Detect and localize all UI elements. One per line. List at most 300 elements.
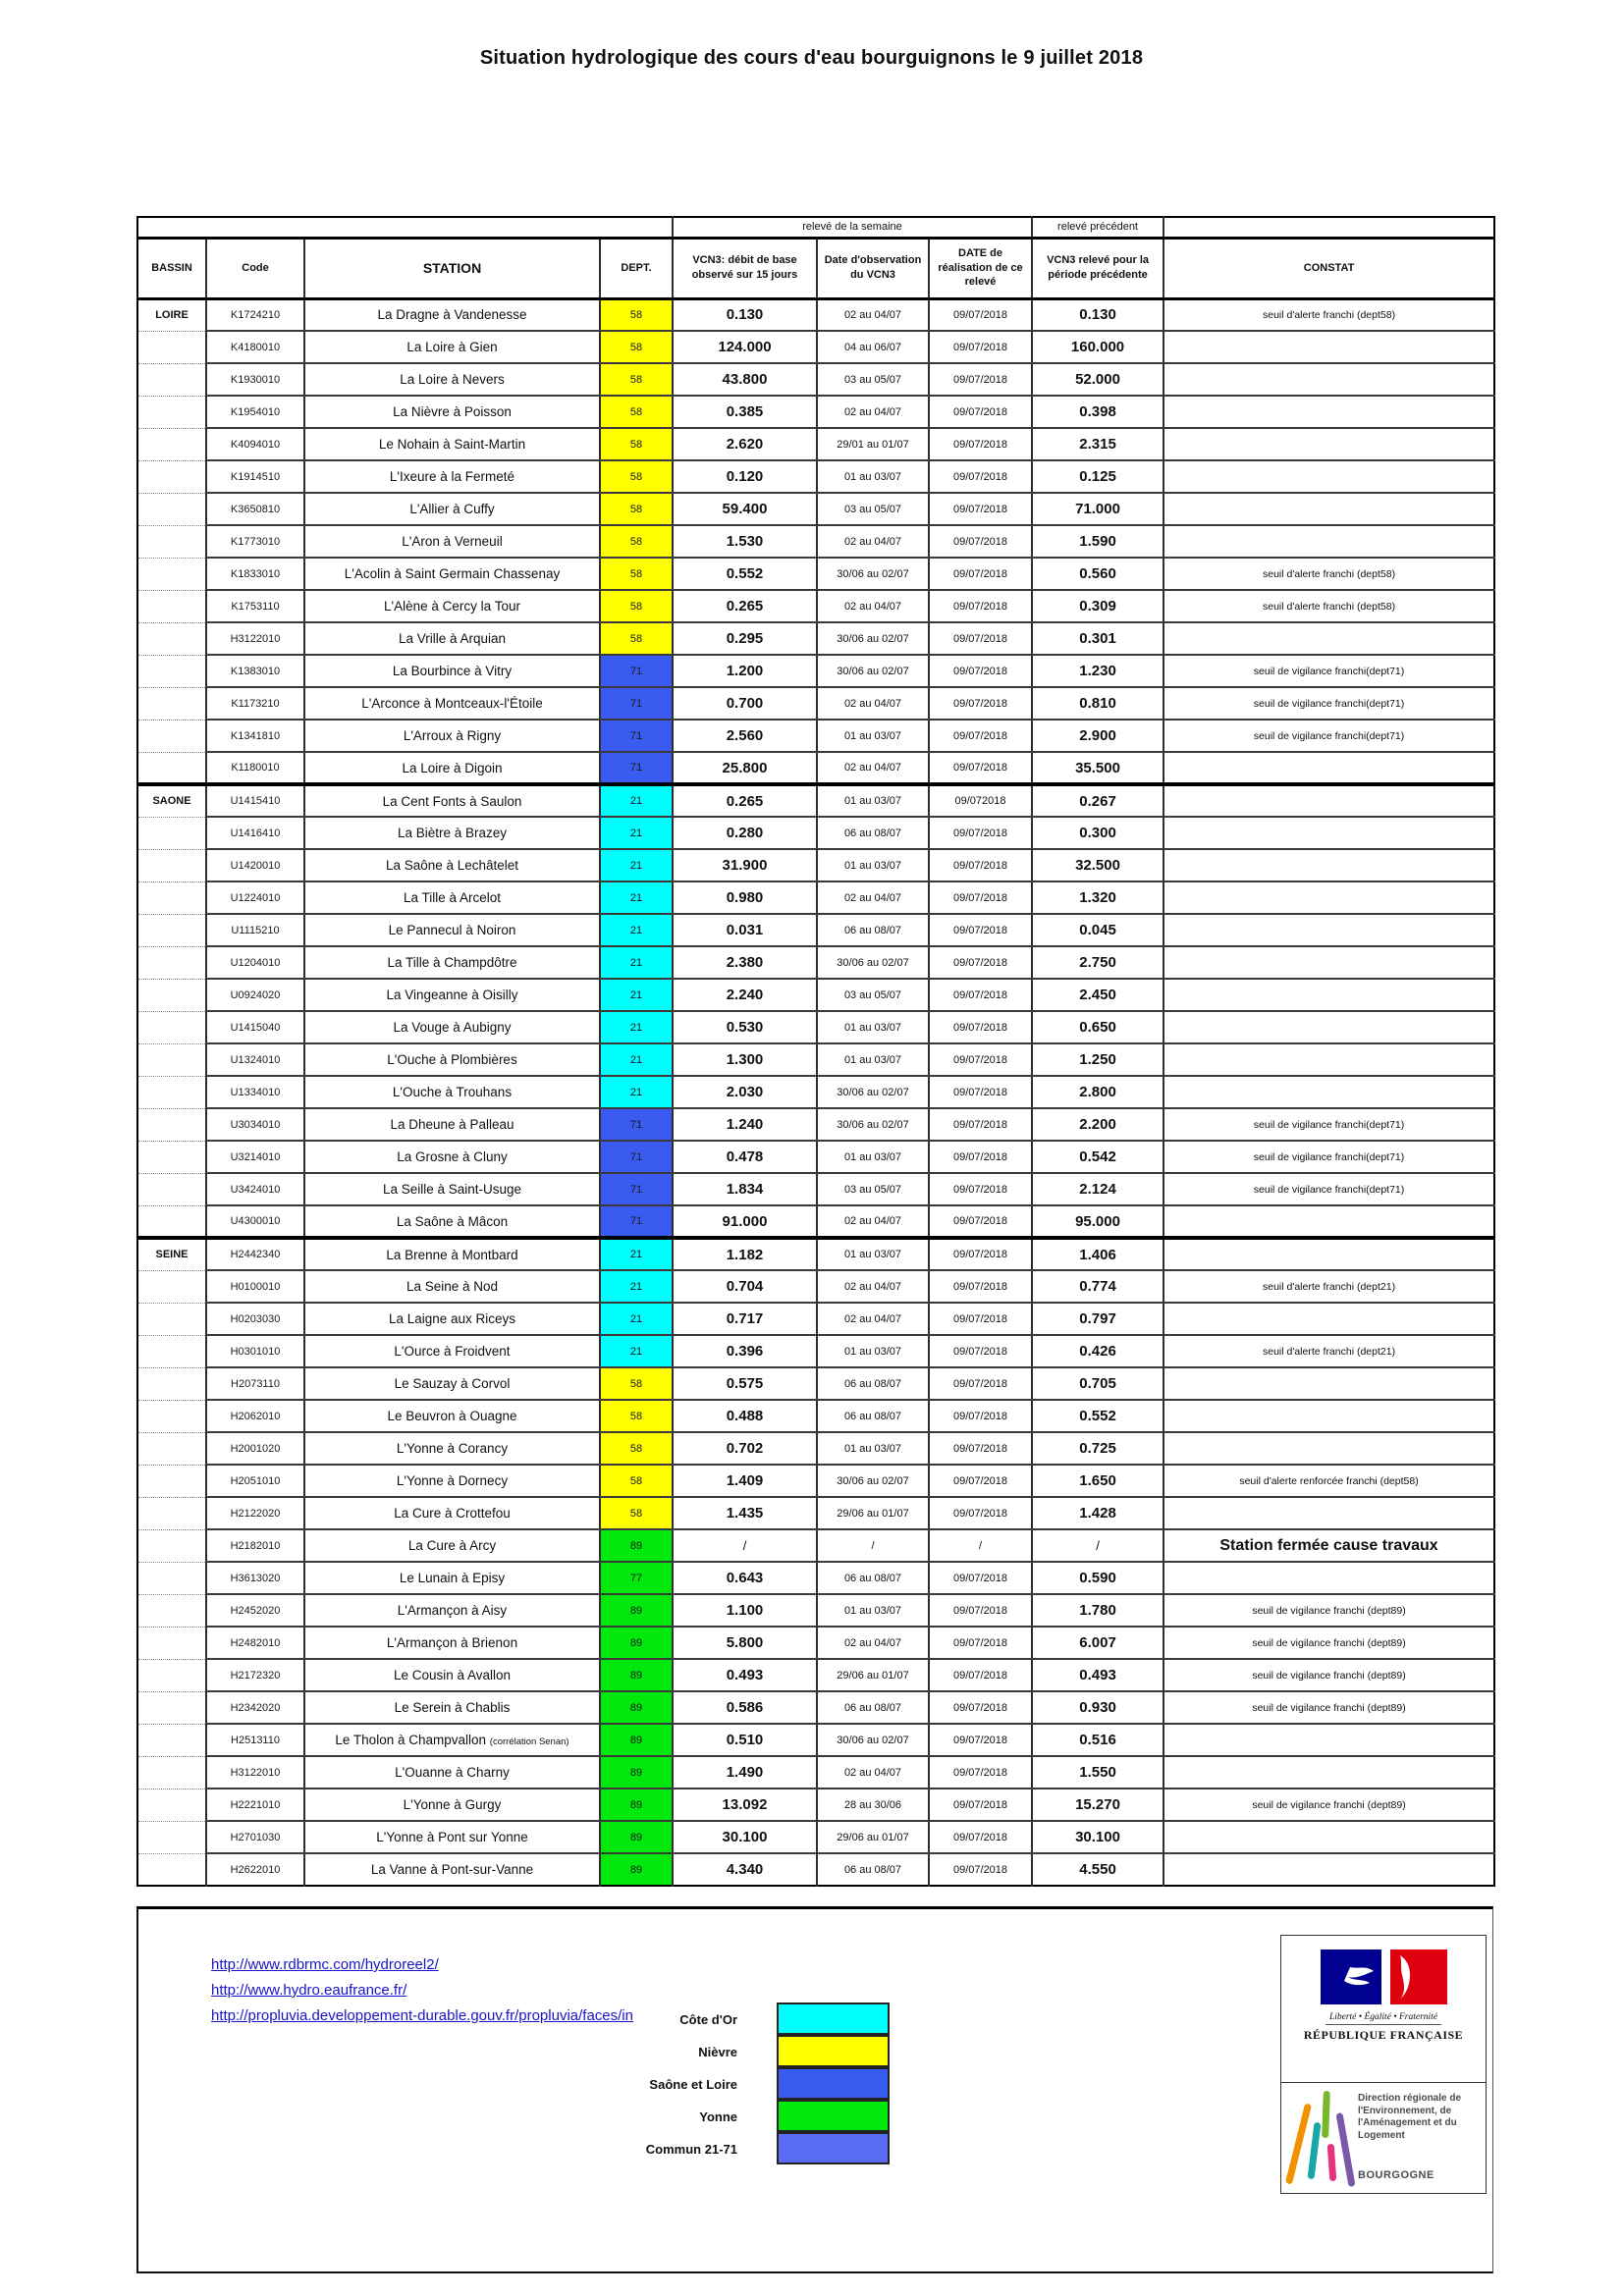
vcn3-value-cell: / xyxy=(673,1529,817,1562)
dept-cell: 21 xyxy=(600,1270,673,1303)
col-header-vcn3-prev: VCN3 relevé pour la période précédente xyxy=(1032,238,1163,298)
previous-vcn3-cell: 0.309 xyxy=(1032,590,1163,622)
vcn3-value-cell: 25.800 xyxy=(673,752,817,784)
dreal-logo xyxy=(1281,2083,1486,2193)
previous-vcn3-cell: 0.725 xyxy=(1032,1432,1163,1465)
group-header-previous: relevé précédent xyxy=(1032,217,1163,238)
survey-date-cell: 09/07/2018 xyxy=(929,1205,1032,1238)
legend-label: Saône et Loire xyxy=(649,2077,737,2092)
dept-cell: 21 xyxy=(600,946,673,979)
constat-cell xyxy=(1163,1821,1494,1853)
table-row xyxy=(137,1821,1494,1853)
table-group-header-row xyxy=(137,217,1494,238)
dept-cell: 58 xyxy=(600,363,673,396)
station-code-cell: H2122020 xyxy=(206,1497,304,1529)
constat-cell xyxy=(1163,914,1494,946)
previous-vcn3-cell: 0.426 xyxy=(1032,1335,1163,1367)
constat-cell: seuil de vigilance franchi (dept89) xyxy=(1163,1691,1494,1724)
bassin-cell xyxy=(137,1141,206,1173)
obs-date-cell: 02 au 04/07 xyxy=(817,687,929,720)
station-code-cell: H2182010 xyxy=(206,1529,304,1562)
vcn3-value-cell: 59.400 xyxy=(673,493,817,525)
obs-date-cell: 02 au 04/07 xyxy=(817,881,929,914)
obs-date-cell: 01 au 03/07 xyxy=(817,1238,929,1270)
obs-date-cell: 30/06 au 02/07 xyxy=(817,655,929,687)
table-row xyxy=(137,1562,1494,1594)
dept-cell: 89 xyxy=(600,1691,673,1724)
legend-label: Yonne xyxy=(699,2109,737,2124)
dreal-region: BOURGOGNE xyxy=(1358,2169,1434,2181)
constat-cell xyxy=(1163,1238,1494,1270)
constat-cell xyxy=(1163,1043,1494,1076)
station-name: L'Arconce à Montceaux-l'Étoile xyxy=(361,696,543,711)
table-row xyxy=(137,1238,1494,1270)
station-name-cell xyxy=(304,1853,600,1886)
obs-date-cell: 30/06 au 02/07 xyxy=(817,946,929,979)
table-row xyxy=(137,1432,1494,1465)
legend-color-swatch xyxy=(777,2100,890,2132)
col-header-constat: CONSTAT xyxy=(1163,238,1494,298)
table-row xyxy=(137,914,1494,946)
dept-cell: 89 xyxy=(600,1789,673,1821)
station-name: La Grosne à Cluny xyxy=(397,1149,508,1164)
dept-cell: 71 xyxy=(600,1141,673,1173)
station-code-cell: K4094010 xyxy=(206,428,304,460)
obs-date-cell: 06 au 08/07 xyxy=(817,1400,929,1432)
vcn3-value-cell: 2.560 xyxy=(673,720,817,752)
previous-vcn3-cell: 0.797 xyxy=(1032,1303,1163,1335)
station-name: La Cent Fonts à Saulon xyxy=(382,793,522,809)
station-name: L'Ouche à Trouhans xyxy=(392,1085,513,1099)
bassin-cell xyxy=(137,1756,206,1789)
station-code-cell: U1334010 xyxy=(206,1076,304,1108)
obs-date-cell: 01 au 03/07 xyxy=(817,1141,929,1173)
obs-date-cell: 01 au 03/07 xyxy=(817,1335,929,1367)
vcn3-value-cell: 1.435 xyxy=(673,1497,817,1529)
station-name-cell xyxy=(304,1756,600,1789)
bassin-cell: LOIRE xyxy=(137,298,206,331)
survey-date-cell: 09/07/2018 xyxy=(929,493,1032,525)
station-name-cell xyxy=(304,590,600,622)
constat-cell xyxy=(1163,1303,1494,1335)
station-name: L'Aron à Verneuil xyxy=(402,534,503,549)
vcn3-value-cell: 2.620 xyxy=(673,428,817,460)
station-name-cell xyxy=(304,1270,600,1303)
logos-panel xyxy=(1280,1935,1487,2194)
vcn3-value-cell: 1.182 xyxy=(673,1238,817,1270)
dept-cell: 58 xyxy=(600,1432,673,1465)
survey-date-cell: 09/07/2018 xyxy=(929,1594,1032,1627)
group-header-spacer xyxy=(1163,217,1494,238)
dept-cell: 21 xyxy=(600,1335,673,1367)
station-name-cell xyxy=(304,1724,600,1756)
dept-cell: 58 xyxy=(600,396,673,428)
previous-vcn3-cell: 2.800 xyxy=(1032,1076,1163,1108)
station-name-cell xyxy=(304,396,600,428)
station-name: L'Yonne à Dornecy xyxy=(396,1473,509,1488)
col-header-bassin: BASSIN xyxy=(137,238,206,298)
station-code-cell: H2221010 xyxy=(206,1789,304,1821)
vcn3-value-cell: 0.478 xyxy=(673,1141,817,1173)
previous-vcn3-cell: 71.000 xyxy=(1032,493,1163,525)
dept-cell: 58 xyxy=(600,590,673,622)
station-code-cell: U1420010 xyxy=(206,849,304,881)
constat-cell xyxy=(1163,428,1494,460)
station-name-cell xyxy=(304,1011,600,1043)
station-code-cell: H2701030 xyxy=(206,1821,304,1853)
constat-cell xyxy=(1163,784,1494,817)
bassin-cell: SEINE xyxy=(137,1238,206,1270)
vcn3-value-cell: 0.510 xyxy=(673,1724,817,1756)
vcn3-value-cell: 1.240 xyxy=(673,1108,817,1141)
dept-cell: 21 xyxy=(600,849,673,881)
table-row xyxy=(137,979,1494,1011)
bassin-cell xyxy=(137,1821,206,1853)
survey-date-cell: 09/07/2018 xyxy=(929,1724,1032,1756)
station-name: La Loire à Digoin xyxy=(402,760,503,775)
table-row xyxy=(137,1691,1494,1724)
station-name: La Bourbince à Vitry xyxy=(392,664,513,678)
vcn3-value-cell: 0.265 xyxy=(673,590,817,622)
vcn3-value-cell: 13.092 xyxy=(673,1789,817,1821)
bassin-cell xyxy=(137,1303,206,1335)
table-row xyxy=(137,558,1494,590)
dept-cell: 71 xyxy=(600,1173,673,1205)
survey-date-cell: 09/07/2018 xyxy=(929,1756,1032,1789)
previous-vcn3-cell: 6.007 xyxy=(1032,1627,1163,1659)
table-row xyxy=(137,1108,1494,1141)
table-row xyxy=(137,1627,1494,1659)
station-code-cell: H0203030 xyxy=(206,1303,304,1335)
table-row xyxy=(137,784,1494,817)
constat-cell: seuil de vigilance franchi(dept71) xyxy=(1163,1108,1494,1141)
constat-cell xyxy=(1163,817,1494,849)
vcn3-value-cell: 43.800 xyxy=(673,363,817,396)
station-name-cell xyxy=(304,1821,600,1853)
vcn3-value-cell: 1.490 xyxy=(673,1756,817,1789)
survey-date-cell: 09/07/2018 xyxy=(929,1108,1032,1141)
vcn3-value-cell: 0.130 xyxy=(673,298,817,331)
table-row xyxy=(137,1367,1494,1400)
constat-cell xyxy=(1163,1205,1494,1238)
obs-date-cell: 30/06 au 02/07 xyxy=(817,1108,929,1141)
station-name-cell xyxy=(304,1432,600,1465)
vcn3-value-cell: 0.265 xyxy=(673,784,817,817)
bassin-cell xyxy=(137,558,206,590)
obs-date-cell: 02 au 04/07 xyxy=(817,1270,929,1303)
previous-vcn3-cell: 30.100 xyxy=(1032,1821,1163,1853)
station-code-cell: U3034010 xyxy=(206,1108,304,1141)
survey-date-cell: 09/07/2018 xyxy=(929,622,1032,655)
bassin-cell xyxy=(137,1497,206,1529)
survey-date-cell: 09/07/2018 xyxy=(929,1173,1032,1205)
obs-date-cell: 02 au 04/07 xyxy=(817,1205,929,1238)
dreal-strokes-icon xyxy=(1289,2091,1354,2185)
table-row xyxy=(137,396,1494,428)
constat-cell xyxy=(1163,622,1494,655)
constat-cell xyxy=(1163,979,1494,1011)
vcn3-value-cell: 0.385 xyxy=(673,396,817,428)
constat-cell xyxy=(1163,1076,1494,1108)
constat-cell xyxy=(1163,1011,1494,1043)
constat-cell xyxy=(1163,460,1494,493)
vcn3-value-cell: 0.643 xyxy=(673,1562,817,1594)
survey-date-cell: 09/07/2018 xyxy=(929,979,1032,1011)
survey-date-cell: 09/07/2018 xyxy=(929,881,1032,914)
station-code-cell: H2482010 xyxy=(206,1627,304,1659)
survey-date-cell: 09/07/2018 xyxy=(929,1659,1032,1691)
previous-vcn3-cell: 0.130 xyxy=(1032,298,1163,331)
obs-date-cell: 02 au 04/07 xyxy=(817,396,929,428)
previous-vcn3-cell: 0.552 xyxy=(1032,1400,1163,1432)
station-code-cell: U0924020 xyxy=(206,979,304,1011)
bassin-cell xyxy=(137,1594,206,1627)
bassin-cell xyxy=(137,525,206,558)
table-row xyxy=(137,1594,1494,1627)
station-name-cell xyxy=(304,1594,600,1627)
station-name-cell xyxy=(304,720,600,752)
table-row xyxy=(137,687,1494,720)
station-name-cell xyxy=(304,428,600,460)
station-name: L'Acolin à Saint Germain Chassenay xyxy=(344,566,561,581)
dept-cell: 89 xyxy=(600,1853,673,1886)
previous-vcn3-cell: 0.493 xyxy=(1032,1659,1163,1691)
constat-cell: seuil d'alerte renforcée franchi (dept58) xyxy=(1163,1465,1494,1497)
dept-cell: 71 xyxy=(600,752,673,784)
republique-francaise-logo xyxy=(1281,1936,1486,2083)
station-name: L'Arroux à Rigny xyxy=(403,728,502,743)
station-code-cell: H2172320 xyxy=(206,1659,304,1691)
station-name-cell xyxy=(304,1173,600,1205)
constat-cell xyxy=(1163,946,1494,979)
survey-date-cell: 09/07/2018 xyxy=(929,1043,1032,1076)
station-code-cell: H2062010 xyxy=(206,1400,304,1432)
vcn3-value-cell: 1.100 xyxy=(673,1594,817,1627)
obs-date-cell: 02 au 04/07 xyxy=(817,525,929,558)
obs-date-cell: 02 au 04/07 xyxy=(817,590,929,622)
station-name-cell xyxy=(304,1205,600,1238)
station-code-cell: H0301010 xyxy=(206,1335,304,1367)
station-code-cell: U1204010 xyxy=(206,946,304,979)
station-name: La Vanne à Pont-sur-Vanne xyxy=(370,1862,534,1877)
table-row xyxy=(137,946,1494,979)
vcn3-value-cell: 0.396 xyxy=(673,1335,817,1367)
station-code-cell: H3613020 xyxy=(206,1562,304,1594)
station-code-cell: K1773010 xyxy=(206,525,304,558)
obs-date-cell: 01 au 03/07 xyxy=(817,1432,929,1465)
previous-vcn3-cell: 4.550 xyxy=(1032,1853,1163,1886)
survey-date-cell: 09/07/2018 xyxy=(929,298,1032,331)
vcn3-value-cell: 0.488 xyxy=(673,1400,817,1432)
vcn3-value-cell: 1.530 xyxy=(673,525,817,558)
survey-date-cell: 09/07/2018 xyxy=(929,428,1032,460)
previous-vcn3-cell: 0.125 xyxy=(1032,460,1163,493)
survey-date-cell: 09/07/2018 xyxy=(929,1432,1032,1465)
station-code-cell: K1833010 xyxy=(206,558,304,590)
station-name: La Vingeanne à Oisilly xyxy=(386,988,518,1002)
previous-vcn3-cell: 2.124 xyxy=(1032,1173,1163,1205)
obs-date-cell: 06 au 08/07 xyxy=(817,914,929,946)
legend-color-swatch xyxy=(777,2067,890,2100)
survey-date-cell: 09/07/2018 xyxy=(929,1335,1032,1367)
station-name-cell xyxy=(304,331,600,363)
station-name-cell xyxy=(304,1043,600,1076)
previous-vcn3-cell: 32.500 xyxy=(1032,849,1163,881)
dept-cell: 58 xyxy=(600,1400,673,1432)
table-row xyxy=(137,525,1494,558)
table-row xyxy=(137,1076,1494,1108)
obs-date-cell: 06 au 08/07 xyxy=(817,1367,929,1400)
table-row xyxy=(137,1465,1494,1497)
previous-vcn3-cell: 0.301 xyxy=(1032,622,1163,655)
station-name: La Tille à Arcelot xyxy=(403,890,502,905)
dept-cell: 21 xyxy=(600,914,673,946)
dept-cell: 71 xyxy=(600,1108,673,1141)
link-propluvia[interactable]: http://propluvia.developpement-durable.gouv.fr/propluvia/faces/in xyxy=(211,2007,633,2024)
survey-date-cell: 09/07/2018 xyxy=(929,1821,1032,1853)
footer-panel xyxy=(136,1906,1493,2273)
constat-cell xyxy=(1163,331,1494,363)
dept-cell: 58 xyxy=(600,1465,673,1497)
vcn3-value-cell: 124.000 xyxy=(673,331,817,363)
obs-date-cell: 29/06 au 01/07 xyxy=(817,1659,929,1691)
vcn3-value-cell: 0.552 xyxy=(673,558,817,590)
previous-vcn3-cell: 1.590 xyxy=(1032,525,1163,558)
station-name: L'Yonne à Pont sur Yonne xyxy=(376,1830,528,1844)
constat-cell: seuil d'alerte franchi (dept58) xyxy=(1163,558,1494,590)
constat-cell: seuil de vigilance franchi(dept71) xyxy=(1163,1173,1494,1205)
previous-vcn3-cell: 15.270 xyxy=(1032,1789,1163,1821)
dept-cell: 58 xyxy=(600,460,673,493)
survey-date-cell: 09/07/2018 xyxy=(929,1627,1032,1659)
station-name: Le Beuvron à Ouagne xyxy=(387,1409,517,1423)
obs-date-cell: 01 au 03/07 xyxy=(817,1011,929,1043)
station-name: Le Tholon à Champvallon xyxy=(335,1733,487,1747)
dept-cell: 58 xyxy=(600,1497,673,1529)
bassin-cell xyxy=(137,590,206,622)
bassin-cell xyxy=(137,363,206,396)
vcn3-value-cell: 0.031 xyxy=(673,914,817,946)
col-header-code: Code xyxy=(206,238,304,298)
station-code-cell: K1724210 xyxy=(206,298,304,331)
bassin-cell xyxy=(137,1367,206,1400)
station-name: Le Sauzay à Corvol xyxy=(394,1376,511,1391)
dept-cell: 21 xyxy=(600,1238,673,1270)
table-row xyxy=(137,1303,1494,1335)
station-name-cell xyxy=(304,881,600,914)
page-title: Situation hydrologique des cours d'eau bourguignons le 9 juillet 2018 xyxy=(479,47,1144,69)
link-hydro-eaufrance[interactable]: http://www.hydro.eaufrance.fr/ xyxy=(211,1982,407,1999)
table-row xyxy=(137,1789,1494,1821)
table-row xyxy=(137,817,1494,849)
survey-date-cell: 09/07/2018 xyxy=(929,1691,1032,1724)
station-code-cell: K1914510 xyxy=(206,460,304,493)
link-hydroreel[interactable]: http://www.rdbrmc.com/hydroreel2/ xyxy=(211,1956,439,1973)
station-name-cell xyxy=(304,1238,600,1270)
station-name-cell xyxy=(304,1529,600,1562)
previous-vcn3-cell: 2.450 xyxy=(1032,979,1163,1011)
col-header-dept: DEPT. xyxy=(600,238,673,298)
station-code-cell: K1173210 xyxy=(206,687,304,720)
table-row xyxy=(137,622,1494,655)
bassin-cell xyxy=(137,687,206,720)
bassin-cell xyxy=(137,817,206,849)
dept-cell: 21 xyxy=(600,1303,673,1335)
station-name-cell xyxy=(304,493,600,525)
dept-cell: 21 xyxy=(600,784,673,817)
vcn3-value-cell: 5.800 xyxy=(673,1627,817,1659)
dept-cell: 58 xyxy=(600,493,673,525)
survey-date-cell: 09/07/2018 xyxy=(929,1141,1032,1173)
legend-row xyxy=(551,2003,890,2036)
station-name: L'Yonne à Gurgy xyxy=(403,1797,502,1812)
station-code-cell: H2051010 xyxy=(206,1465,304,1497)
station-name: La Loire à Nevers xyxy=(400,372,505,387)
station-name: Le Nohain à Saint-Martin xyxy=(378,437,526,452)
legend-label: Nièvre xyxy=(698,2045,737,2059)
vcn3-value-cell: 4.340 xyxy=(673,1853,817,1886)
constat-cell xyxy=(1163,493,1494,525)
dept-cell: 58 xyxy=(600,622,673,655)
station-code-cell: K1180010 xyxy=(206,752,304,784)
bassin-cell xyxy=(137,1205,206,1238)
survey-date-cell: 09/07/2018 xyxy=(929,1562,1032,1594)
station-code-cell: H2001020 xyxy=(206,1432,304,1465)
previous-vcn3-cell: 0.300 xyxy=(1032,817,1163,849)
dept-cell: 77 xyxy=(600,1562,673,1594)
table-row xyxy=(137,428,1494,460)
station-code-cell: K3650810 xyxy=(206,493,304,525)
station-name: Le Pannecul à Noiron xyxy=(388,923,516,937)
station-code-cell: U1415040 xyxy=(206,1011,304,1043)
french-flag-icon xyxy=(1281,1949,1486,2004)
survey-date-cell: 09/07/2018 xyxy=(929,525,1032,558)
obs-date-cell: 30/06 au 02/07 xyxy=(817,1465,929,1497)
bassin-cell xyxy=(137,1465,206,1497)
station-name: La Vouge à Aubigny xyxy=(393,1020,512,1035)
bassin-cell xyxy=(137,493,206,525)
obs-date-cell: 03 au 05/07 xyxy=(817,1173,929,1205)
bassin-cell xyxy=(137,1853,206,1886)
station-name: La Biètre à Brazey xyxy=(397,826,508,840)
obs-date-cell: 29/01 au 01/07 xyxy=(817,428,929,460)
station-code-cell: H3122010 xyxy=(206,622,304,655)
vcn3-value-cell: 0.980 xyxy=(673,881,817,914)
constat-cell xyxy=(1163,1497,1494,1529)
station-name: La Cure à Crottefou xyxy=(394,1506,511,1521)
obs-date-cell: 01 au 03/07 xyxy=(817,720,929,752)
survey-date-cell: 09/07/2018 xyxy=(929,460,1032,493)
station-code-cell: K1930010 xyxy=(206,363,304,396)
station-name-cell xyxy=(304,1108,600,1141)
station-name-cell xyxy=(304,1303,600,1335)
legend-label: Côte d'Or xyxy=(679,2012,737,2027)
station-name-cell xyxy=(304,1659,600,1691)
survey-date-cell: 09/07/2018 xyxy=(929,1076,1032,1108)
station-name-cell xyxy=(304,558,600,590)
table-row xyxy=(137,1724,1494,1756)
legend-color-swatch xyxy=(777,2002,890,2035)
group-header-spacer xyxy=(137,217,673,238)
bassin-cell xyxy=(137,1789,206,1821)
obs-date-cell: 01 au 03/07 xyxy=(817,460,929,493)
station-name: La Brenne à Montbard xyxy=(386,1247,518,1262)
station-name: L'Allier à Cuffy xyxy=(409,502,495,516)
previous-vcn3-cell: 1.550 xyxy=(1032,1756,1163,1789)
constat-cell: seuil de vigilance franchi(dept71) xyxy=(1163,687,1494,720)
station-name: L'Ource à Froidvent xyxy=(394,1344,511,1359)
bassin-cell xyxy=(137,1335,206,1367)
